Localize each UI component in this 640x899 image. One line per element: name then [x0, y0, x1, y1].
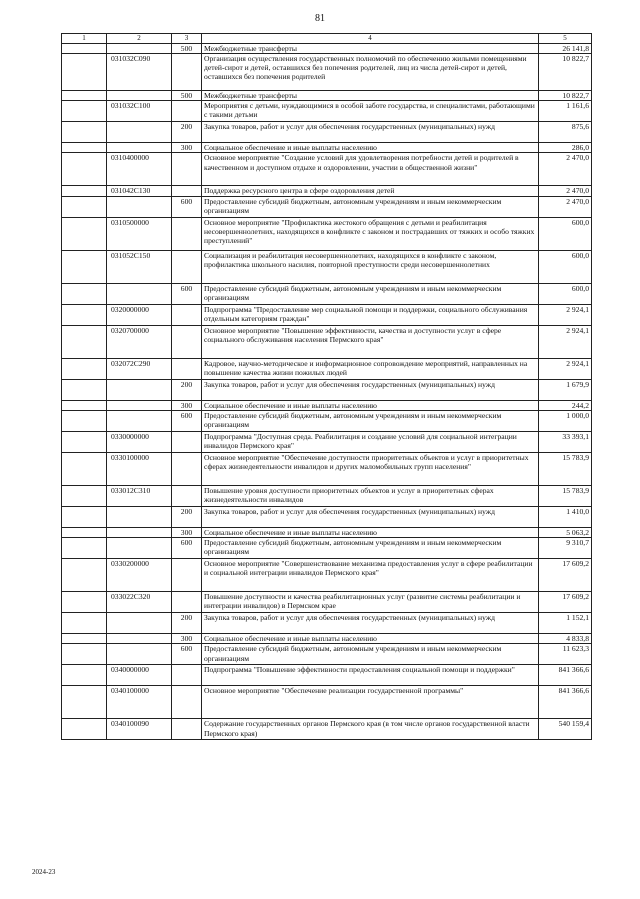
table-row: [62, 613, 592, 634]
row-amount-cell: 841 366,6: [539, 665, 592, 686]
row-name-cell: Предоставление субсидий бюджетным, автономным учреждениям и иным некоммерческим организациям: [202, 538, 539, 559]
row-type-cell: [172, 101, 202, 122]
row-type-cell: [172, 592, 202, 613]
row-name-cell: Социализация и реабилитация несовершеннолетних, находящихся в конфликте с законом, профилактика школьного насилия, повторной преступности среди несовершеннолетних: [202, 250, 539, 283]
table-row: [62, 101, 592, 122]
row-name-cell: Мероприятия с детьми, нуждающимися в особой заботе государства, и специалистами, работающими с такими детьми: [202, 101, 539, 122]
row-number-cell: [62, 43, 107, 53]
row-number-cell: [62, 217, 107, 250]
row-name-cell: Основное мероприятие "Совершенствование механизма предоставления услуг в сфере реабилитации и социальной интеграции инвалидов Пермского края": [202, 559, 539, 592]
table-row: [62, 665, 592, 686]
table-row: [62, 592, 592, 613]
column-header: 5: [539, 34, 592, 44]
row-code-cell: 0330200000: [107, 559, 172, 592]
row-code-cell: [107, 379, 172, 400]
row-name-cell: Социальное обеспечение и иные выплаты населению: [202, 634, 539, 644]
row-number-cell: [62, 90, 107, 100]
row-code-cell: 031042С130: [107, 186, 172, 196]
row-number-cell: [62, 506, 107, 527]
row-type-cell: [172, 665, 202, 686]
table-row: [62, 431, 592, 452]
row-name-cell: Подпрограмма "Доступная среда. Реабилитация и создание условий для социальной интеграции инвалидов Пермского края": [202, 431, 539, 452]
row-code-cell: 0340100090: [107, 719, 172, 740]
row-number-cell: [62, 153, 107, 186]
row-name-cell: Основное мероприятие "Создание условий для удовлетворения потребности детей и родителей в качественном и доступном отдыхе и оздоровлении, участии в общественной жизни": [202, 153, 539, 186]
row-amount-cell: 286,0: [539, 143, 592, 153]
column-number-row: [62, 34, 592, 44]
row-amount-cell: 875,6: [539, 122, 592, 143]
row-code-cell: [107, 644, 172, 665]
row-code-cell: 0320700000: [107, 325, 172, 358]
row-name-cell: Предоставление субсидий бюджетным, автономным учреждениям и иным некоммерческим организациям: [202, 644, 539, 665]
row-amount-cell: 10 822,7: [539, 90, 592, 100]
row-code-cell: [107, 634, 172, 644]
row-type-cell: 600: [172, 644, 202, 665]
table-row: [62, 400, 592, 410]
row-number-cell: [62, 527, 107, 537]
row-amount-cell: 26 141,8: [539, 43, 592, 53]
row-code-cell: 0330000000: [107, 431, 172, 452]
row-amount-cell: 1 410,0: [539, 506, 592, 527]
table-body: [62, 34, 592, 740]
row-code-cell: 031052С150: [107, 250, 172, 283]
table-row: [62, 283, 592, 304]
row-name-cell: Предоставление субсидий бюджетным, автономным учреждениям и иным некоммерческим организациям: [202, 283, 539, 304]
row-code-cell: 033022С320: [107, 592, 172, 613]
row-type-cell: [172, 217, 202, 250]
row-number-cell: [62, 186, 107, 196]
table-row: [62, 53, 592, 90]
row-code-cell: 0330100000: [107, 452, 172, 485]
row-type-cell: 600: [172, 410, 202, 431]
row-number-cell: [62, 686, 107, 719]
table-row: [62, 527, 592, 537]
row-amount-cell: 2 924,1: [539, 358, 592, 379]
budget-table: [61, 33, 592, 740]
row-amount-cell: 15 783,9: [539, 452, 592, 485]
row-code-cell: 031032С090: [107, 53, 172, 90]
row-name-cell: Закупка товаров, работ и услуг для обеспечения государственных (муниципальных) нужд: [202, 506, 539, 527]
row-amount-cell: 600,0: [539, 217, 592, 250]
row-amount-cell: 600,0: [539, 250, 592, 283]
row-number-cell: [62, 122, 107, 143]
row-type-cell: 600: [172, 283, 202, 304]
row-code-cell: 031032С100: [107, 101, 172, 122]
row-code-cell: 0340000000: [107, 665, 172, 686]
row-number-cell: [62, 283, 107, 304]
row-name-cell: Подпрограмма "Предоставление мер социальной помощи и поддержки, социального обслуживания отдельным категориям граждан": [202, 304, 539, 325]
row-amount-cell: 1 161,6: [539, 101, 592, 122]
row-type-cell: [172, 250, 202, 283]
column-header: 3: [172, 34, 202, 44]
row-amount-cell: 17 609,2: [539, 592, 592, 613]
row-amount-cell: 540 159,4: [539, 719, 592, 740]
table-row: [62, 719, 592, 740]
row-name-cell: Социальное обеспечение и иные выплаты населению: [202, 527, 539, 537]
row-amount-cell: 5 063,2: [539, 527, 592, 537]
row-amount-cell: 2 470,0: [539, 153, 592, 186]
row-number-cell: [62, 379, 107, 400]
row-name-cell: Предоставление субсидий бюджетным, автономным учреждениям и иным некоммерческим организациям: [202, 410, 539, 431]
row-code-cell: 033012С310: [107, 485, 172, 506]
row-code-cell: [107, 143, 172, 153]
table-row: [62, 217, 592, 250]
table-row: [62, 143, 592, 153]
row-amount-cell: 1 152,1: [539, 613, 592, 634]
row-type-cell: 300: [172, 143, 202, 153]
row-type-cell: [172, 358, 202, 379]
table-row: [62, 379, 592, 400]
row-type-cell: [172, 686, 202, 719]
row-name-cell: Повышение уровня доступности приоритетных объектов и услуг в приоритетных сферах жизнедеятельности инвалидов: [202, 485, 539, 506]
row-name-cell: Повышение доступности и качества реабилитационных услуг (развитие системы реабилитации и интеграции инвалидов) в Пермском крае: [202, 592, 539, 613]
row-number-cell: [62, 538, 107, 559]
row-amount-cell: 2 470,0: [539, 196, 592, 217]
row-number-cell: [62, 665, 107, 686]
row-type-cell: [172, 304, 202, 325]
table-row: [62, 196, 592, 217]
row-type-cell: 500: [172, 90, 202, 100]
row-amount-cell: 2 924,1: [539, 325, 592, 358]
row-number-cell: [62, 634, 107, 644]
row-name-cell: Основное мероприятие "Обеспечение доступности приоритетных объектов и услуг в приоритетных сферах жизнедеятельности инвалидов и других маломобильных групп населения": [202, 452, 539, 485]
row-type-cell: [172, 452, 202, 485]
table-row: [62, 559, 592, 592]
table-row: [62, 250, 592, 283]
row-amount-cell: 841 366,6: [539, 686, 592, 719]
row-code-cell: 0320000000: [107, 304, 172, 325]
row-number-cell: [62, 431, 107, 452]
row-name-cell: Закупка товаров, работ и услуг для обеспечения государственных (муниципальных) нужд: [202, 613, 539, 634]
row-type-cell: 500: [172, 43, 202, 53]
row-type-cell: 200: [172, 613, 202, 634]
row-number-cell: [62, 613, 107, 634]
table-row: [62, 358, 592, 379]
row-type-cell: [172, 559, 202, 592]
row-amount-cell: 600,0: [539, 283, 592, 304]
row-amount-cell: 17 609,2: [539, 559, 592, 592]
row-name-cell: Межбюджетные трансферты: [202, 43, 539, 53]
row-type-cell: [172, 53, 202, 90]
row-name-cell: Закупка товаров, работ и услуг для обеспечения государственных (муниципальных) нужд: [202, 122, 539, 143]
row-number-cell: [62, 101, 107, 122]
row-number-cell: [62, 250, 107, 283]
row-type-cell: 300: [172, 400, 202, 410]
table-row: [62, 122, 592, 143]
row-number-cell: [62, 485, 107, 506]
row-code-cell: [107, 283, 172, 304]
table-row: [62, 304, 592, 325]
row-type-cell: 600: [172, 196, 202, 217]
row-code-cell: [107, 43, 172, 53]
row-number-cell: [62, 400, 107, 410]
row-type-cell: [172, 153, 202, 186]
row-amount-cell: 244,2: [539, 400, 592, 410]
column-header: 2: [107, 34, 172, 44]
column-header: 1: [62, 34, 107, 44]
row-name-cell: Закупка товаров, работ и услуг для обеспечения государственных (муниципальных) нужд: [202, 379, 539, 400]
row-number-cell: [62, 719, 107, 740]
table-row: [62, 325, 592, 358]
row-amount-cell: 1 679,9: [539, 379, 592, 400]
row-name-cell: Предоставление субсидий бюджетным, автономным учреждениям и иным некоммерческим организациям: [202, 196, 539, 217]
row-code-cell: 0310500000: [107, 217, 172, 250]
row-code-cell: [107, 527, 172, 537]
row-number-cell: [62, 559, 107, 592]
row-name-cell: Социальное обеспечение и иные выплаты населению: [202, 400, 539, 410]
row-number-cell: [62, 53, 107, 90]
row-code-cell: [107, 400, 172, 410]
row-code-cell: [107, 613, 172, 634]
row-name-cell: Содержание государственных органов Пермского края (в том числе органов государственной власти Пермского края): [202, 719, 539, 740]
row-type-cell: 200: [172, 122, 202, 143]
row-type-cell: [172, 431, 202, 452]
row-type-cell: [172, 325, 202, 358]
page-number: 81: [315, 13, 325, 24]
row-type-cell: 200: [172, 506, 202, 527]
table-row: [62, 186, 592, 196]
table-row: [62, 506, 592, 527]
row-code-cell: [107, 90, 172, 100]
row-name-cell: Основное мероприятие "Повышение эффективности, качества и доступности услуг в сфере социального обслуживания населения Пермского края": [202, 325, 539, 358]
row-name-cell: Подпрограмма "Повышение эффективности предоставления социальной помощи и поддержки": [202, 665, 539, 686]
table-row: [62, 153, 592, 186]
table-row: [62, 686, 592, 719]
row-code-cell: [107, 196, 172, 217]
row-name-cell: Основное мероприятие "Профилактика жестокого обращения с детьми и реабилитация несовершеннолетних, находящихся в конфликте с законом и пострадавших от тяжких и особо тяжких преступлений": [202, 217, 539, 250]
row-type-cell: [172, 186, 202, 196]
row-number-cell: [62, 196, 107, 217]
row-type-cell: [172, 485, 202, 506]
row-code-cell: [107, 410, 172, 431]
table-row: [62, 634, 592, 644]
row-number-cell: [62, 452, 107, 485]
row-code-cell: [107, 122, 172, 143]
row-code-cell: 032072С290: [107, 358, 172, 379]
row-name-cell: Основное мероприятие "Обеспечение реализации государственной программы": [202, 686, 539, 719]
row-amount-cell: 15 783,9: [539, 485, 592, 506]
column-header: 4: [202, 34, 539, 44]
table-row: [62, 644, 592, 665]
row-name-cell: Организация осуществления государственных полномочий по обеспечению жилыми помещениями детей-сирот и детей, оставшихся без попечения родителей, лиц из числа детей-сирот и детей, оставшихся без попечения родителей: [202, 53, 539, 90]
row-code-cell: 0340100000: [107, 686, 172, 719]
row-name-cell: Межбюджетные трансферты: [202, 90, 539, 100]
row-amount-cell: 2 924,1: [539, 304, 592, 325]
row-number-cell: [62, 325, 107, 358]
table-row: [62, 90, 592, 100]
row-number-cell: [62, 644, 107, 665]
row-type-cell: 200: [172, 379, 202, 400]
row-type-cell: 300: [172, 527, 202, 537]
row-amount-cell: 2 470,0: [539, 186, 592, 196]
row-amount-cell: 1 000,0: [539, 410, 592, 431]
table-row: [62, 410, 592, 431]
row-amount-cell: 33 393,1: [539, 431, 592, 452]
row-name-cell: Поддержка ресурсного центра в сфере оздоровления детей: [202, 186, 539, 196]
row-type-cell: [172, 719, 202, 740]
row-number-cell: [62, 304, 107, 325]
row-amount-cell: 11 623,3: [539, 644, 592, 665]
row-type-cell: 300: [172, 634, 202, 644]
row-amount-cell: 10 822,7: [539, 53, 592, 90]
row-number-cell: [62, 592, 107, 613]
row-code-cell: [107, 538, 172, 559]
row-type-cell: 600: [172, 538, 202, 559]
row-number-cell: [62, 143, 107, 153]
row-name-cell: Социальное обеспечение и иные выплаты населению: [202, 143, 539, 153]
row-amount-cell: 9 310,7: [539, 538, 592, 559]
table-row: [62, 43, 592, 53]
table-row: [62, 538, 592, 559]
row-number-cell: [62, 358, 107, 379]
row-number-cell: [62, 410, 107, 431]
row-amount-cell: 4 833,8: [539, 634, 592, 644]
table-row: [62, 485, 592, 506]
footer-code: 2024-23: [32, 868, 56, 876]
row-code-cell: [107, 506, 172, 527]
row-name-cell: Кадровое, научно-методическое и информационное сопровождение мероприятий, направленных на повышение качества жизни пожилых людей: [202, 358, 539, 379]
row-code-cell: 0310400000: [107, 153, 172, 186]
table-row: [62, 452, 592, 485]
